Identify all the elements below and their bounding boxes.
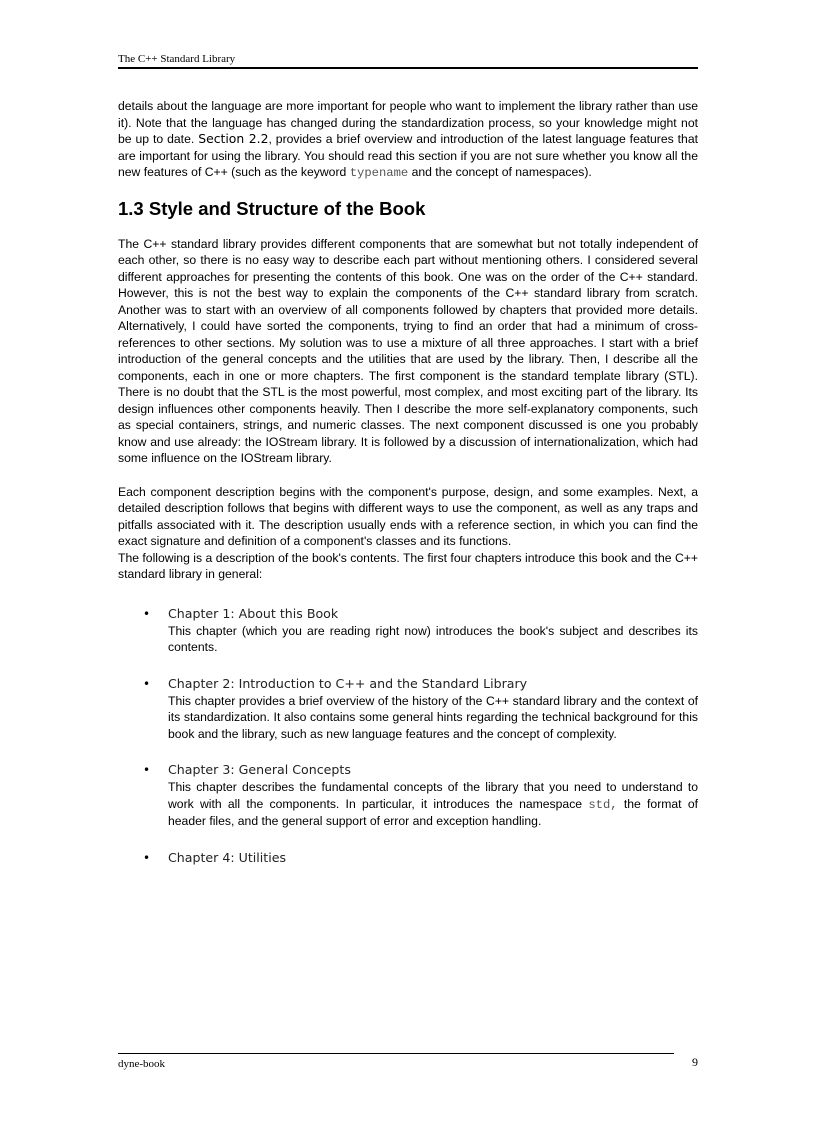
body-paragraph: The following is a description of the book's contents. The first four chapters introduce this book and the C++ standard library in general: xyxy=(118,550,698,581)
body-paragraph: Each component description begins with the component's purpose, design, and some examples. Next, a detailed description follows that begins with different ways to use the component, as well as any traps and pitfalls associated with it. The description usually ends with a reference section, in which you can find the exact signature and definition of a component's classes and its functions. xyxy=(118,484,698,548)
chapter-title: Chapter 4: Utilities xyxy=(168,849,287,865)
chapter-desc-text: This chapter describes the fundamental concepts of the library that you need to understand to work with all the components. In particular, it introduces the namespace xyxy=(168,780,698,811)
chapter-item xyxy=(118,675,698,743)
intro-text-2: , provides a brief overview and introduction of the latest language features that are important for using the library. You should read this section if you are not sure whether you know all the new features of C++ (such as the keyword xyxy=(118,132,698,179)
chapter-item xyxy=(118,849,698,867)
chapter-title: Chapter 2: Introduction to C++ and the Standard Library xyxy=(168,675,528,691)
section-heading: 1.3 Style and Structure of the Book xyxy=(118,197,426,219)
footer-text: dyne-book xyxy=(118,1058,166,1070)
chapter-title: Chapter 1: About this Book xyxy=(168,605,339,621)
chapter-description: This chapter (which you are reading right now) introduces the book's subject and describes its contents. xyxy=(168,623,698,654)
chapter-list xyxy=(118,605,698,867)
chapter-description xyxy=(168,779,698,830)
chapter-desc-text: the format of header files, and the general support of error and exception handling. xyxy=(168,796,698,828)
chapter-item xyxy=(118,761,698,830)
bullet: • xyxy=(143,763,151,777)
page-content xyxy=(118,98,698,886)
section-reference: Section 2.2 xyxy=(198,131,269,146)
bullet: • xyxy=(143,850,151,865)
bullet: • xyxy=(143,676,151,691)
running-header: The C++ Standard Library xyxy=(118,53,236,65)
chapter-item xyxy=(118,605,698,656)
body-paragraph: The C++ standard library provides different components that are somewhat but not totally independent of each other, so there is no easy way to describe each part without mentioning others. I considered several different approaches for presenting the contents of this book. One was on the order of the C++ standard. However, this is not the best way to explain the components of the C++ standard library from scratch. Another was to start with an overview of all components followed by chapters that provided more details. Alternatively, I could have sorted the components, trying to find an order that had a minimum of cross-references to other sections. My solution was to use a mixture of all three approaches. I start with a brief introduction of the general concepts and the utilities that are used by the library. Then, I describe all the components, each in one or more chapters. The first component is the standard template library (STL). There is no doubt that the STL is the most powerful, most complex, and most exciting part of the library. Its design influences other components heavily. Then I describe the more self-explanatory components, such as special containers, strings, and numeric classes. The next component discussed is one you probably know and use already: the IOStream library. It is followed by a discussion of internationalization, which had some influence on the IOStream library. xyxy=(118,236,698,465)
header-rule xyxy=(118,67,698,69)
footer-rule xyxy=(118,1053,674,1054)
intro-paragraph xyxy=(118,98,698,182)
chapter-description: This chapter provides a brief overview of the history of the C++ standard library and the context of its standardization. It also contains some general hints regarding the technical background for this book and the library, such as new language features and the concept of complexity. xyxy=(168,693,698,741)
keyword-code: typename xyxy=(349,166,409,180)
namespace-code: std, xyxy=(588,797,618,812)
intro-text-1: details about the language are more important for people who want to implement the library rather than use it). Note that the language has changed during the standardization process, so your knowledge might not be up to date. xyxy=(118,99,698,146)
intro-text-3: and the concept of namespaces). xyxy=(408,165,592,179)
chapter-title: Chapter 3: General Concepts xyxy=(168,762,351,777)
page-number: 9 xyxy=(692,1055,698,1069)
bullet: • xyxy=(143,606,151,621)
